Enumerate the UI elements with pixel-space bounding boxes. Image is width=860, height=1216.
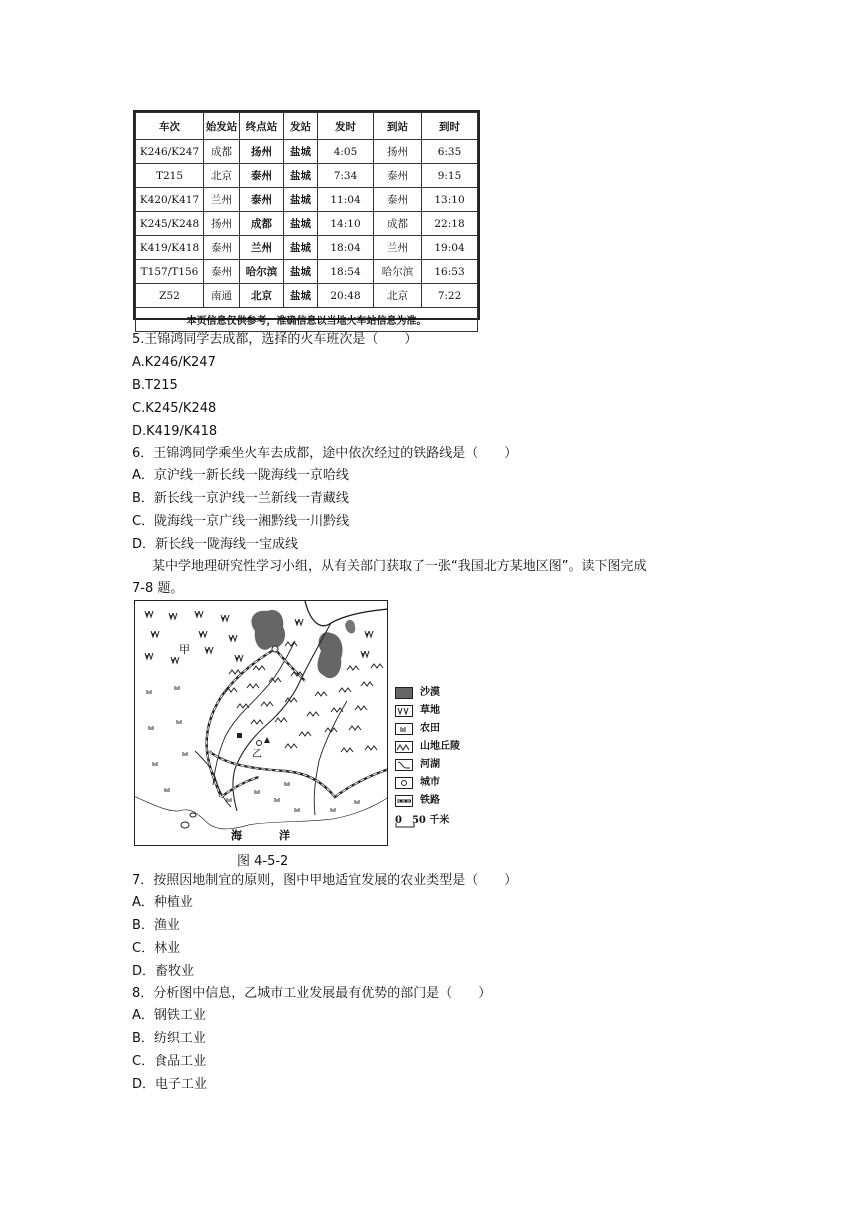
table-cell: 泰州	[374, 164, 422, 188]
q7-option-c: C．林业	[132, 941, 181, 956]
q5-option-a: A.K246/K247	[132, 355, 216, 370]
legend-rivers-lakes	[395, 758, 475, 772]
table-cell: 北京	[240, 284, 284, 308]
table-cell: 泰州	[204, 260, 240, 284]
q5-option-d: D.K419/K418	[132, 424, 218, 439]
table-cell: 扬州	[374, 140, 422, 164]
legend-farmland	[395, 722, 475, 736]
q8-option-b: B．纺织工业	[132, 1031, 206, 1046]
region-map	[134, 600, 388, 846]
desert-area-2	[318, 632, 343, 678]
table-cell: 哈尔滨	[240, 260, 284, 284]
legend-label: 沙漠	[420, 687, 440, 698]
river-swatch	[395, 759, 413, 771]
table-cell: K246/K247	[136, 140, 204, 164]
train-timetable	[133, 110, 480, 327]
table-cell: K420/K417	[136, 188, 204, 212]
q5-option-b: B.T215	[132, 378, 178, 393]
table-cell: 22:18	[422, 212, 478, 236]
table-cell: 泰州	[374, 188, 422, 212]
table-note: 本页信息仅供参考，准确信息以当地火车站信息为准。	[136, 308, 478, 332]
q6-option-c: C．陇海线一京广线一湘黔线一川黔线	[132, 514, 350, 529]
table-cell: 20:48	[318, 284, 374, 308]
header-cell: 发时	[318, 113, 374, 140]
q6-option-b: B．新长线一京沪线一兰新线一青藏线	[132, 491, 349, 506]
map-graphic	[135, 601, 388, 846]
table-row	[136, 164, 478, 188]
table-row	[136, 236, 478, 260]
table-cell: 扬州	[240, 140, 284, 164]
q5-stem: 5.王锦鸿同学去成都，选择的火车班次是（ ）	[132, 332, 418, 347]
table-cell: K419/K418	[136, 236, 204, 260]
table-cell: 泰州	[240, 188, 284, 212]
sea-body	[135, 797, 388, 846]
city-swatch	[395, 777, 413, 789]
table-cell: 4:05	[318, 140, 374, 164]
header-cell: 始发站	[204, 113, 240, 140]
table-cell: 盐城	[284, 164, 318, 188]
map-scale-bar	[395, 814, 475, 828]
table-row	[136, 212, 478, 236]
desert-area-1	[251, 610, 285, 650]
legend-label: 河湖	[420, 759, 440, 770]
header-cell: 终点站	[240, 113, 284, 140]
legend-label: 铁路	[420, 795, 440, 806]
label-sea-1: 海	[231, 829, 242, 842]
q7-option-a: A．种植业	[132, 895, 193, 910]
desert-swatch	[395, 687, 413, 699]
table-cell: 6:35	[422, 140, 478, 164]
table-row	[136, 140, 478, 164]
table-cell: 兰州	[204, 188, 240, 212]
table-cell: 19:04	[422, 236, 478, 260]
q7-option-b: B．渔业	[132, 918, 180, 933]
legend-desert	[395, 686, 475, 700]
table-cell: 南通	[204, 284, 240, 308]
legend-city	[395, 776, 475, 790]
table-row	[136, 188, 478, 212]
table-cell: 盐城	[284, 212, 318, 236]
header-cell: 到时	[422, 113, 478, 140]
intro-line-2: 7-8 题。	[132, 581, 184, 596]
label-jia: 甲	[179, 643, 190, 656]
river-main	[233, 623, 331, 811]
table-row	[136, 260, 478, 284]
table-cell: 成都	[204, 140, 240, 164]
table-cell: 7:34	[318, 164, 374, 188]
table-cell: 兰州	[374, 236, 422, 260]
legend-railway	[395, 794, 475, 808]
legend-label: 农田	[420, 723, 440, 734]
table-cell: 扬州	[204, 212, 240, 236]
table-cell: 9:15	[422, 164, 478, 188]
table-cell: 7:22	[422, 284, 478, 308]
q8-option-a: A．钢铁工业	[132, 1008, 206, 1023]
railway-1	[207, 649, 275, 797]
intro-line-1: 某中学地理研究性学习小组，从有关部门获取了一张“我国北方某地区图”。读下图完成	[152, 559, 647, 574]
grassland-swatch	[395, 705, 413, 717]
q6-option-d: D．新长线一陇海线一宝成线	[132, 537, 299, 552]
figure-caption: 图 4-5-2	[237, 854, 289, 869]
header-cell: 到站	[374, 113, 422, 140]
legend-label: 草地	[420, 705, 440, 716]
table-cell: 泰州	[204, 236, 240, 260]
table-cell: 北京	[374, 284, 422, 308]
table-cell: 北京	[204, 164, 240, 188]
scale-label: 0 50 千米	[395, 815, 450, 826]
hills-swatch	[395, 741, 413, 753]
header-cell: 车次	[136, 113, 204, 140]
header-cell: 发站	[284, 113, 318, 140]
q5-option-c: C.K245/K248	[132, 401, 217, 416]
table-note-row	[136, 308, 478, 332]
q7-stem: 7．按照因地制宜的原则，图中甲地适宜发展的农业类型是（ ）	[132, 873, 518, 888]
q7-option-d: D．畜牧业	[132, 964, 195, 979]
table-cell: 18:54	[318, 260, 374, 284]
legend-label: 城市	[420, 777, 440, 788]
table-cell: 16:53	[422, 260, 478, 284]
q6-option-a: A．京沪线一新长线一陇海线一京哈线	[132, 468, 349, 483]
legend-grassland	[395, 704, 475, 718]
table-cell: 18:04	[318, 236, 374, 260]
table-cell: 哈尔滨	[374, 260, 422, 284]
q8-option-d: D．电子工业	[132, 1077, 208, 1092]
table-cell: 盐城	[284, 140, 318, 164]
q8-stem: 8．分析图中信息，乙城市工业发展最有优势的部门是（ ）	[132, 986, 492, 1001]
legend-hills	[395, 740, 475, 754]
table-cell: 14:10	[318, 212, 374, 236]
table-cell: 盐城	[284, 188, 318, 212]
q8-option-c: C．食品工业	[132, 1054, 207, 1069]
q6-stem: 6．王锦鸿同学乘坐火车去成都，途中依次经过的铁路线是（ ）	[132, 446, 518, 461]
farmland-swatch	[395, 723, 413, 735]
hill-symbols	[225, 642, 383, 752]
railway-swatch	[395, 795, 413, 807]
table-cell: T157/T156	[136, 260, 204, 284]
table-cell: 13:10	[422, 188, 478, 212]
table-cell: T215	[136, 164, 204, 188]
legend-label: 山地丘陵	[420, 741, 460, 752]
timetable-header-row	[136, 113, 478, 140]
table-cell: 盐城	[284, 236, 318, 260]
railway-4	[221, 777, 259, 797]
table-cell: Z52	[136, 284, 204, 308]
table-cell: K245/K248	[136, 212, 204, 236]
table-cell: 成都	[374, 212, 422, 236]
label-sea-2: 洋	[279, 829, 290, 842]
table-cell: 兰州	[240, 236, 284, 260]
railway-2	[209, 751, 388, 797]
table-cell: 盐城	[284, 284, 318, 308]
table-cell: 11:04	[318, 188, 374, 212]
table-row	[136, 284, 478, 308]
label-yi: 乙	[252, 749, 262, 760]
table-cell: 盐城	[284, 260, 318, 284]
table-cell: 成都	[240, 212, 284, 236]
table-cell: 泰州	[240, 164, 284, 188]
